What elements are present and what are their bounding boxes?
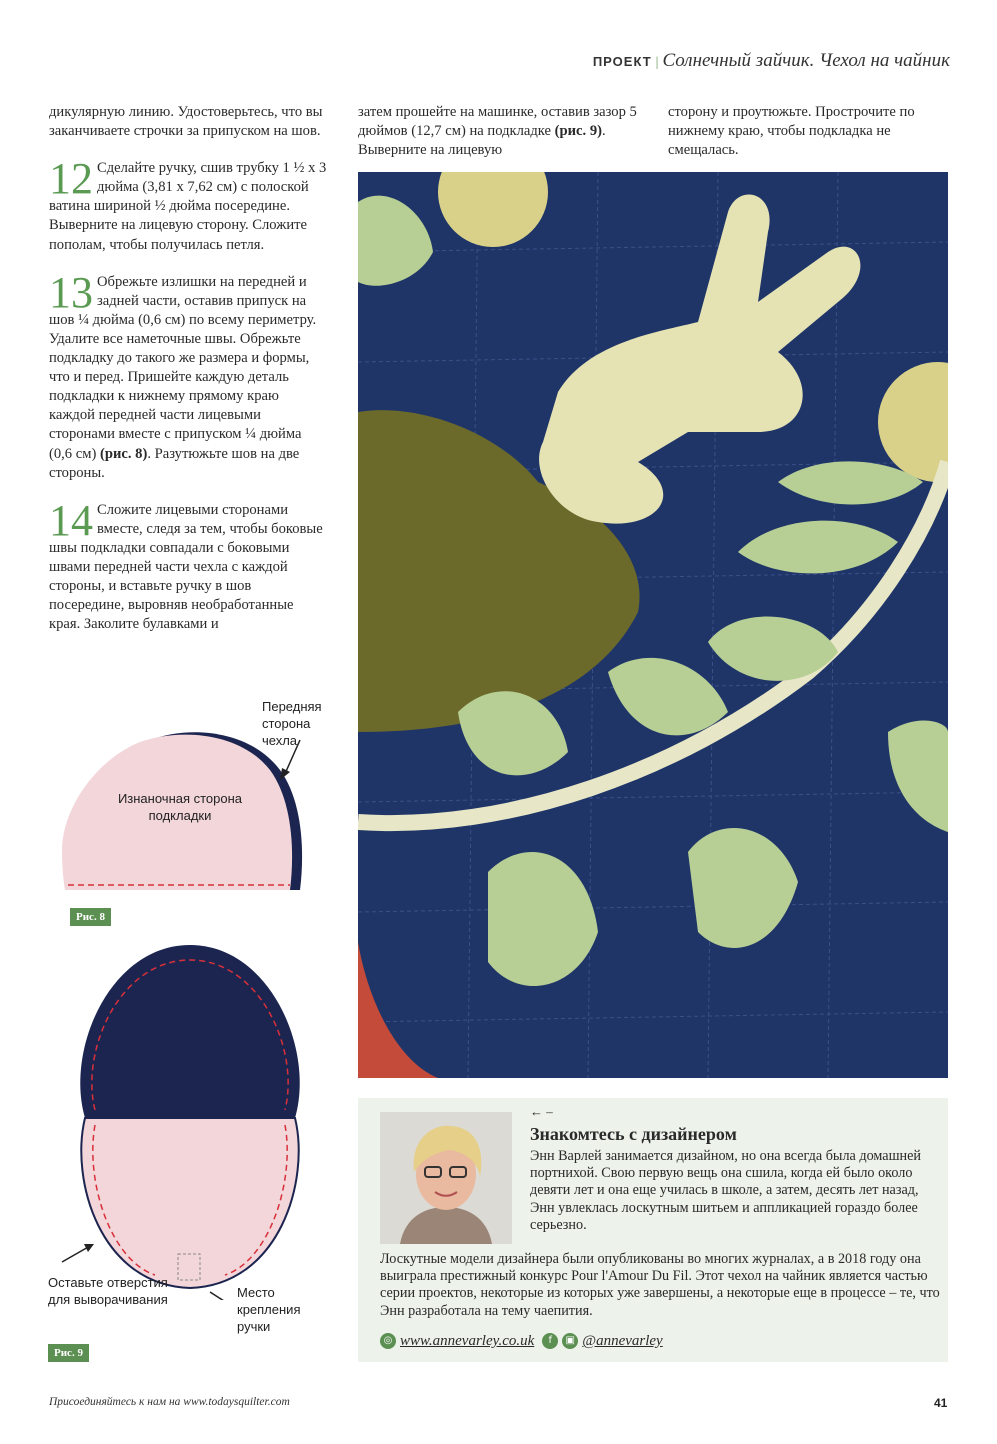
website-link[interactable]: www.annevarley.co.uk [400, 1333, 535, 1349]
figure-reference: (рис. 9) [554, 123, 602, 140]
figure-8 [40, 700, 340, 930]
col2-text-a: затем прошейте на машинке, оставив зазор 5 дюймов (12,7 см) на подкладке [358, 104, 637, 140]
column-2 [358, 103, 640, 160]
front-shape [80, 945, 299, 1118]
lining-shape [81, 1118, 298, 1288]
col3-paragraph: сторону и проутюжьте. Прострочите по нижнему краю, чтобы подкладка не смещалась. [668, 104, 915, 159]
col2-paragraph [358, 103, 640, 160]
step-number: 13 [49, 267, 93, 317]
figure-8-tag: Рис. 8 [70, 908, 111, 926]
step-text-b: . Разутюжьте шов на две стороны. [49, 445, 300, 481]
bio-links [380, 1332, 663, 1350]
applique-illustration [358, 172, 948, 1078]
bio-text-top: Энн Варлей занимается дизайном, но она всегда была домашней портнихой. Свою первую вещь она сшила, когда ей было около девяти лет и она еще училась в школе, а затем, десять лет назад, Энн увлеклась лоскутным шитьем и аппликацией гораздо более серьезно. [530, 1148, 922, 1233]
figure-9-diagram [40, 940, 340, 1300]
col2-text-b: . Выверните на лицевую [358, 123, 606, 159]
section-label: ПРОЕКТ [592, 54, 652, 69]
designer-photo [380, 1112, 512, 1244]
designer-portrait-icon [380, 1112, 512, 1244]
figure-9 [40, 940, 340, 1365]
bio-text-bottom: Лоскутные модели дизайнера были опубликованы во многих журналах, а в 2018 году она выиграла престижный конкурс Pour l'Amour Du Fil. Этот чехол на чайник является частью серии проектов, некоторые из которых уже завершены, а некоторые еще в процессе – те, что Энн разработала на тему чаепития. [380, 1251, 940, 1319]
bio-title: Знакомтесь с дизайнером [530, 1124, 737, 1144]
header-separator: | [655, 55, 659, 70]
social-handle-link[interactable]: @annevarley [582, 1333, 663, 1349]
instagram-icon[interactable]: ▣ [562, 1333, 578, 1349]
step-text: Сделайте ручку, сшив трубку 1 ½ x 3 дюйма (3,81 x 7,62 см) с полоской ватина шириной ½ дюйма посередине. Выверните на лицевую сторону. Сложите пополам, чтобы получилась петля. [49, 160, 327, 253]
step-14 [49, 495, 327, 635]
designer-bio-box [358, 1098, 948, 1362]
step-number: 12 [49, 154, 93, 204]
front-side-label: Передняя сторона чехла [262, 699, 322, 748]
project-title: Солнечный зайчик. Чехол на чайник [662, 50, 950, 71]
lining-inner-label: Изнаночная сторона подкладки [117, 791, 243, 823]
handle-label: Место крепления ручки [237, 1285, 301, 1334]
opening-label: Оставьте отверстия для выворачивания [48, 1275, 168, 1307]
column-3 [668, 103, 950, 160]
globe-icon: ◎ [380, 1333, 396, 1349]
figure-9-tag: Рис. 9 [48, 1344, 89, 1362]
page-number: 41 [934, 1396, 948, 1410]
bio-arrows: ← – [530, 1104, 553, 1119]
intro-paragraph: дикулярную линию. Удостоверьтесь, что вы заканчиваете строчки за припуском на шов. [49, 104, 323, 140]
step-number: 14 [49, 495, 93, 545]
page-header [0, 50, 950, 72]
column-1 [49, 103, 327, 634]
footer-text: Присоединяйтесь к нам на www.todaysquilter.com [49, 1396, 290, 1408]
step-text: Сложите лицевыми сторонами вместе, следя за тем, чтобы боковые швы подкладки совпадали с боковыми швами передней части чехла с каждой стороны, и вставьте ручку в шов посередине, выровняв необработанные края. Заколите булавками и [49, 501, 323, 633]
project-photo [358, 172, 948, 1078]
step-text-a: Обрежьте излишки на передней и задней части, оставив припуск на шов ¼ дюйма (0,6 см) по всему периметру. Удалите все наметочные швы. Обрежьте подкладку до такого же размера и формы, что и перед. Пришейте каждую деталь подкладки к нижнему прямому краю каждой передней части лицевыми сторонами вместе с припуском ¼ дюйма (0,6 см) [49, 273, 317, 462]
facebook-icon[interactable]: f [542, 1333, 558, 1349]
step-13 [49, 267, 327, 483]
step-12 [49, 154, 327, 254]
figure-reference: (рис. 8) [99, 445, 148, 462]
